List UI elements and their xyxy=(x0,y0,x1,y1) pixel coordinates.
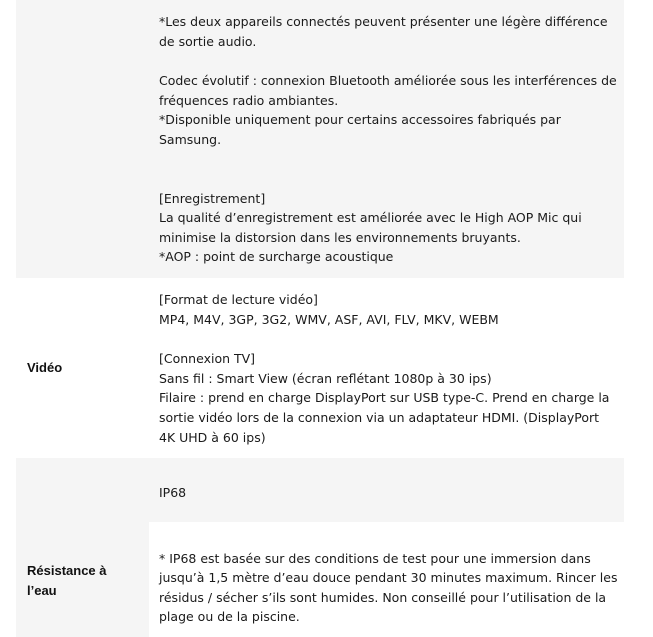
spec-text: *Les deux appareils connectés peuvent présenter une légère différence de sortie audio. xyxy=(159,14,612,49)
spec-value xyxy=(159,12,619,267)
spec-text: Sans fil : Smart View (écran reflétant 1080p à 30 ips) xyxy=(159,370,492,386)
spec-text: *Disponible uniquement pour certains accessoires fabriqués par Samsung. xyxy=(159,112,565,147)
spec-value-video xyxy=(159,290,619,447)
spec-value-ip-rating xyxy=(159,483,619,503)
spec-text: * IP68 est basée sur des conditions de test pour une immersion dans jusqu’à 1,5 mètre d’eau douce pendant 30 minutes maximum. Rincer les résidus / sécher s’ils sont humides. Non conseillé pour l’utilisation de la plage ou de la piscine. xyxy=(159,550,618,625)
spec-text: [Connexion TV] xyxy=(159,351,256,367)
spec-note-box xyxy=(149,522,624,637)
spec-text: IP68 xyxy=(159,485,187,500)
spec-text: *AOP : point de surcharge acoustique xyxy=(159,249,394,265)
spec-text: [Enregistrement] xyxy=(159,190,266,206)
spec-text: Filaire : prend en charge DisplayPort sur USB type-C. Prend en charge la sortie vidéo lors de la connexion via un adaptateur HDMI. (DisplayPort 4K UHD à 60 ips) xyxy=(159,390,614,445)
spec-text: La qualité d’enregistrement est améliorée avec le High AOP Mic qui minimise la distorsion dans les environnements bruyants. xyxy=(159,210,586,245)
spec-row-video xyxy=(16,278,624,458)
spec-text: [Format de lecture vidéo] xyxy=(159,292,318,307)
spec-label-water-resistance: Résistance à l’eau xyxy=(27,563,107,598)
spec-row-water-resistance xyxy=(16,458,624,637)
spec-text: MP4, M4V, 3GP, 3G2, WMV, ASF, AVI, FLV, MKV, WEBM xyxy=(159,311,499,327)
spec-text: Codec évolutif : connexion Bluetooth améliorée sous les interférences de fréquences radio ambiantes. xyxy=(159,73,621,108)
spec-label-video: Vidéo xyxy=(27,360,63,375)
spec-note xyxy=(159,536,619,637)
spec-row-audio xyxy=(16,0,624,278)
